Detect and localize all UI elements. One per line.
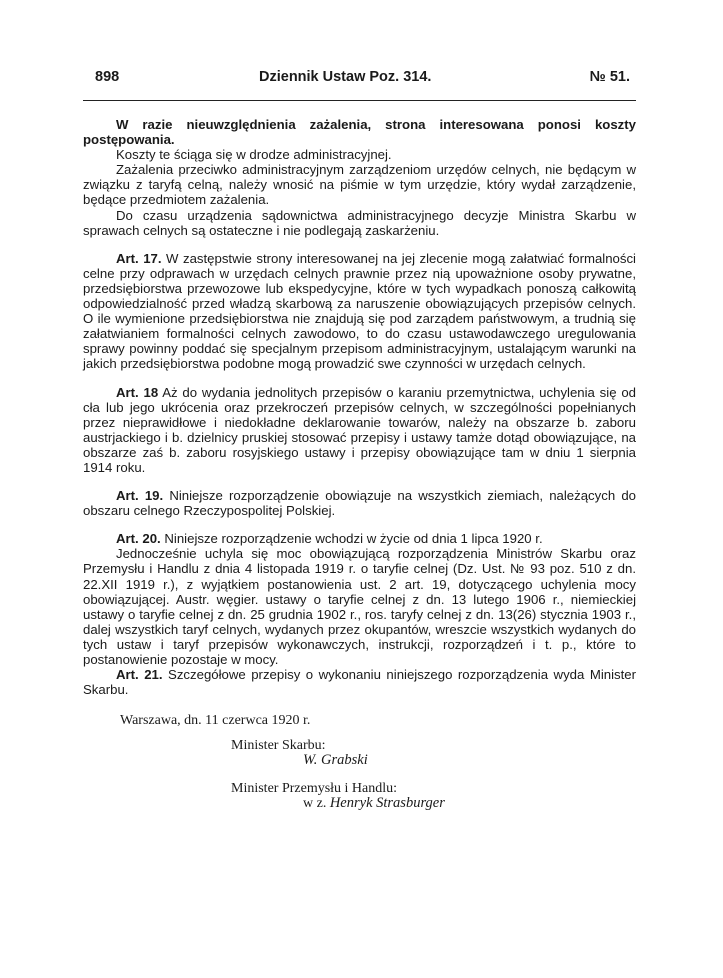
article-17 (83, 251, 636, 372)
minister-1-signature: W. Grabski (303, 752, 368, 769)
intro-paragraph-3: Zażalenia przeciwko administracyjnym zarządzeniom urzędów celnych, nie będącym w związku z taryfą celną, należy wnosić na piśmie w tym urzędzie, który wydał zarządzenie, będące przedmiotem zażalenia. (83, 162, 636, 208)
article-18-text: Aż do wydania jednolitych przepisów o karaniu przemytnictwa, uchylenia się od cła lub jego ukrócenia oraz przekroczeń przepisów celnych, w szczególności popełnianych przez nieprawidłowe i niedokładne deklarowanie towarów, należy na obszarze b. zaboru austrjackiego i b. dzielnicy pruskiej stosować przepisy i ustawy tamże dotąd obowiązujące, na obszarze zaś b. zaboru rosyjskiego ustawy i przepisy obowiązujące tam w dniu 1 sierpnia 1914 roku. (83, 384, 636, 475)
document-page (83, 62, 636, 811)
article-20-text: Niniejsze rozporządzenie wchodzi w życie od dnia 1 lipca 1920 r. (164, 531, 543, 547)
header-rule (83, 100, 636, 101)
article-17-label: Art. 17. (116, 250, 162, 266)
intro-paragraph-4: Do czasu urządzenia sądownictwa administracyjnego decyzje Ministra Skarbu w sprawach celnych są ostateczne i nie podlegają zaskarżeniu. (83, 207, 636, 238)
article-21-label: Art. 21. (116, 667, 163, 683)
article-18 (83, 385, 636, 476)
article-21 (83, 667, 636, 697)
journal-title: Dziennik Ustaw Poz. 314. (259, 69, 432, 85)
page-header (83, 62, 636, 88)
article-18-label: Art. 18 (116, 384, 159, 400)
minister-2-prefix: w z. (303, 795, 327, 811)
article-19 (83, 488, 636, 518)
minister-2-signature: Henryk Strasburger (329, 794, 445, 811)
intro-paragraph-2: Koszty te ściąga się w drodze administracyjnej. (116, 147, 392, 163)
article-19-text: Niniejsze rozporządzenie obowiązuje na wszystkich ziemiach, należących do obszaru celnego Rzeczypospolitej Polskiej. (83, 488, 636, 519)
minister-2-title: Minister Przemysłu i Handlu: (231, 780, 398, 796)
article-20-paragraph-2: Jednocześnie uchyla się moc obowiązującą rozporządzenia Ministrów Skarbu oraz Przemysłu i Handlu z dnia 4 listopada 1919 r. o taryfie celnej (Dz. Ust. № 93 poz. 510 z dn. 22.XII 1919 r.), z wyjątkiem postanowienia ust. 2 art. 19, dotyczącego uchylenia mocy obowiązującej. Austr. węgier. ustawy o taryfie celnej z dn. 13 lutego 1906 r., niemieckiej ustawy o taryfie celnej z dn. 25 grudnia 1902 r., ros. taryfy celnej z dn. 13(26) stycznia 1903 r., dalej wszystkich taryf celnych, wydanych przez okupantów, wreszcie wszystkich wydanych do tych ustaw i taryf przepisów wykonawczych, instrukcji, rozporządzeń i t. p., które to postanowienie pozostaje w mocy. (83, 546, 636, 667)
article-20 (83, 531, 636, 546)
place-date: Warszawa, dn. 11 czerwca 1920 r. (120, 713, 311, 729)
article-21-text: Szczegółowe przepisy o wykonaniu niniejszego rozporządzenia wyda Minister Skarbu. (83, 667, 636, 698)
issue-number: № 51. (589, 69, 630, 85)
minister-2-signature-line (83, 796, 636, 811)
article-17-text: W zastępstwie strony interesowanej na jej zlecenie mogą załatwiać formalności celne przy odprawach w urzędach celnych prawnie przez nią upoważnione osoby prywatne, przedsiębiorstwa przewozowe lub ekspedycyjne, które w tych wypadkach ponoszą całkowitą odpowiedzialność przed władzą skarbową za naruszenie obowiązujących przepisów celnych. O ile wymienione przedsiębiorstwa nie znajdują się pod zarządem państwowym, a trudnią się załatwianiem formalności celnych zawodowo, to do czasu ustawodawczego uregulowania sprawy powinny poddać się specjalnym przepisom administracyjnym, ustalającym warunki na jakich przedsiębiorstwa podobne mogą prowadzić swe czynności w urzędach celnych. (83, 250, 636, 372)
minister-1-title: Minister Skarbu: (231, 738, 326, 754)
article-19-label: Art. 19. (116, 488, 164, 504)
intro-paragraph-1: W razie nieuwzględnienia zażalenia, strona interesowana ponosi koszty postępowania. (83, 117, 636, 148)
article-20-label: Art. 20. (116, 531, 161, 547)
page-number: 898 (95, 69, 120, 85)
